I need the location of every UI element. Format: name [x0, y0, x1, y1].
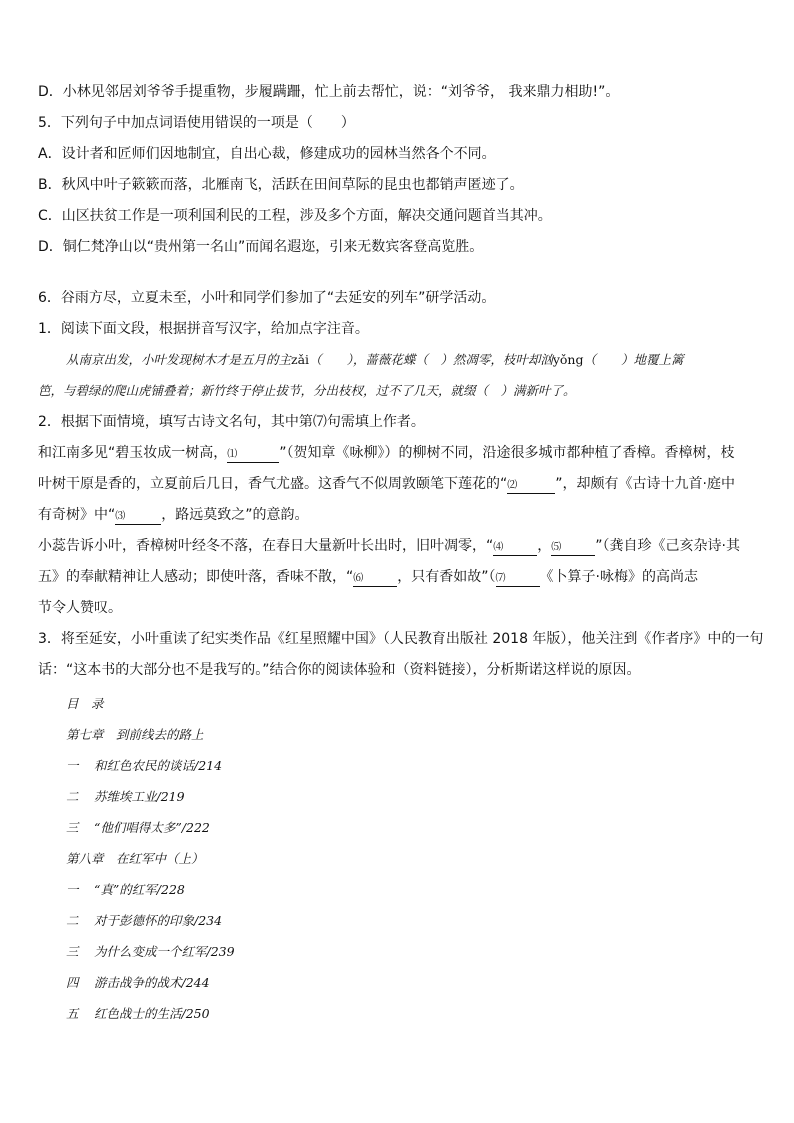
q6-sub2-p2-line2 [38, 566, 760, 588]
toc-item [66, 787, 185, 807]
toc-item-text: 和红色农民的谈话/214 [94, 758, 223, 773]
text: ”，却颇有《古诗十九首·庭中 [555, 476, 735, 492]
text: ，路远莫致之”的意韵。 [161, 507, 309, 523]
q5-option-c: C．山区扶贫工作是一项利国利民的工程，涉及多个方面，解决交通问题首当其冲。 [38, 208, 552, 224]
blank-2[interactable]: ⑵ [507, 479, 555, 494]
toc-item [66, 1004, 210, 1024]
toc-item [66, 973, 210, 993]
q6-sub2-p1-line3 [38, 504, 760, 526]
blank-6[interactable]: ⑹ [353, 572, 397, 587]
q6-sub3-line1: 3．将至延安，小叶重读了纪实类作品《红星照耀中国》（人民教育出版社 2018 年版），他关注到《作者序》中的一句 [38, 631, 764, 647]
toc-item-num: 四 [66, 975, 79, 990]
toc-item-num: 五 [66, 1006, 79, 1021]
text: 和江南多见“碧玉妆成一树高， [38, 445, 228, 461]
q6-sub1-title: 1．阅读下面文段，根据拼音写汉字，给加点字注音。 [38, 321, 369, 337]
toc-item-num: 一 [66, 758, 79, 773]
passage-text: （ ）地覆上篱 [583, 352, 684, 367]
toc-item-text: 苏维埃工业/219 [94, 789, 185, 804]
q6-sub2-p1-line1 [38, 442, 760, 464]
q6-sub2-p1-line2 [38, 473, 760, 495]
q6-sub2-p2-line3: 节令人赞叹。 [38, 600, 122, 616]
text: ，只有香如故”（ [397, 569, 496, 585]
text: 五》的奉献精神让人感动；即使叶落，香味不散，“ [38, 569, 354, 585]
toc-chapter-7: 第七章 到前线去的路上 [66, 727, 204, 742]
toc-item-text: 红色战士的生活/250 [94, 1006, 210, 1021]
blank-7[interactable]: ⑺ [496, 572, 540, 587]
blank-1[interactable]: ⑴ [227, 448, 279, 463]
toc-item [66, 880, 185, 900]
toc-item [66, 911, 222, 931]
q4-option-d: D．小林见邻居刘爷爷手提重物，步履蹒跚，忙上前去帮忙，说：“刘爷爷， 我来鼎力相助!”。 [38, 84, 620, 100]
text: ， [537, 538, 552, 554]
text: 小蕊告诉小叶，香樟树叶经冬不落，在春日大量新叶长出时，旧叶凋零，“ [38, 538, 494, 554]
toc-item [66, 756, 222, 776]
passage-text: 从南京出发，小叶发现树木才是五月的主 [66, 352, 292, 367]
toc-item-text: 对于彭德怀的印象/234 [94, 913, 223, 928]
blank-5[interactable]: ⑸ [551, 541, 595, 556]
blank-4[interactable]: ⑷ [493, 541, 537, 556]
toc-item-text: 为什么变成一个红军/239 [94, 944, 235, 959]
pinyin-zai: zǎi [291, 352, 310, 367]
text: ”（龚自珍《己亥杂诗·其 [595, 538, 740, 554]
q6-sub2-p2-line1 [38, 535, 760, 557]
toc-item-text: “真”的红军/228 [94, 882, 185, 897]
q5-stem: 5．下列句子中加点词语使用错误的一项是（ ） [38, 115, 355, 131]
q6-sub2-title: 2．根据下面情境，填写古诗文名句，其中第⑺句需填上作者。 [38, 414, 425, 430]
q6-sub1-passage-line2: 笆，与碧绿的爬山虎铺叠着；新竹终于停止拔节，分出枝杈，过不了几天，就缀（ ）满新叶了。 [38, 383, 576, 398]
q6-intro: 6．谷雨方尽，立夏未至，小叶和同学们参加了“去延安的列车”研学活动。 [38, 290, 496, 306]
text: 叶树干原是香的，立夏前后几日，香气尤盛。这香气不似周敦颐笔下莲花的“ [38, 476, 508, 492]
toc-item [66, 818, 210, 838]
toc-item-text: “他们唱得太多”/222 [94, 820, 210, 835]
toc-item-num: 三 [66, 944, 79, 959]
q5-option-d: D．铜仁梵净山以“贵州第一名山”而闻名遐迩，引来无数宾客登高览胜。 [38, 239, 484, 255]
q5-option-b: B．秋风中叶子簌簌而落，北雁南飞，活跃在田间草际的昆虫也都销声匿迹了。 [38, 177, 524, 193]
passage-text: （ ），蔷薇花蝶（ ）然凋零，枝叶却汹 [309, 352, 553, 367]
toc-heading: 目 录 [66, 696, 104, 711]
q6-sub3-line2: 话：“这本书的大部分也不是我写的。”结合你的阅读体验和（资料链接），分析斯诺这样说的原因。 [38, 662, 641, 678]
blank-3[interactable]: ⑶ [115, 510, 161, 525]
toc-item-text: 游击战争的战术/244 [94, 975, 210, 990]
toc-item-num: 三 [66, 820, 79, 835]
toc-item-num: 一 [66, 882, 79, 897]
q5-option-a: A．设计者和匠师们因地制宜，自出心裁，修建成功的园林当然各个不同。 [38, 146, 496, 162]
text: ”（贺知章《咏柳》）的柳树不同，沿途很多城市都种植了香樟。香樟树，枝 [279, 445, 735, 461]
text: 有奇树》中“ [38, 507, 116, 523]
toc-item-num: 二 [66, 789, 79, 804]
toc-chapter-8: 第八章 在红军中（上） [66, 851, 204, 866]
q6-sub1-passage-line1 [66, 349, 760, 371]
toc-item [66, 942, 235, 962]
pinyin-yong: yǒng [552, 352, 584, 367]
text: 《卜算子·咏梅》的高尚志 [539, 569, 698, 585]
toc-item-num: 二 [66, 913, 79, 928]
